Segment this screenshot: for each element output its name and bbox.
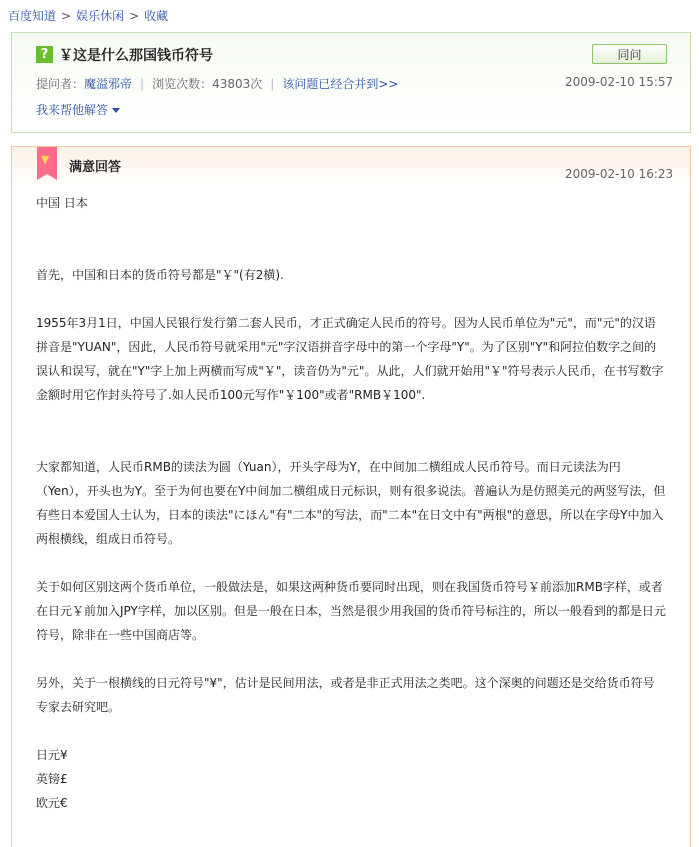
question-title: ￥这是什么那国钱币符号 xyxy=(59,48,213,64)
answer-paragraph: 1955年3月1日，中国人民银行发行第二套人民币，才正式确定人民币的符号。因为人民币单位为"元"，而"元"的汉语拼音是"YUAN"，因此，人民币符号就采用"元"字汉语拼音字母中的第一个字母"Y"。为了区别"Y"和阿拉伯数字之间的误认和误写，就在"Y"字上加上两横而写成"￥"，读音仍为"元"。从此，人们就开始用"￥"符号表示人民币，在书写数字金额时用它作封头符号了.如人民币100元写作"￥100"或者"RMB￥100". xyxy=(36,316,664,402)
breadcrumb-separator: > xyxy=(129,9,140,23)
breadcrumb-separator: > xyxy=(61,9,72,23)
answer-body xyxy=(36,191,666,815)
help-answer-link[interactable] xyxy=(36,101,120,118)
answer-date: 2009-02-10 16:23 xyxy=(565,167,674,181)
asker-link[interactable]: 魔溢邪帝 xyxy=(84,77,133,91)
answer-box xyxy=(11,146,691,847)
breadcrumb xyxy=(8,7,168,24)
chevron-down-icon xyxy=(112,108,120,113)
answer-paragraph: 关于如何区别这两个货币单位，一般做法是，如果这两种货币要同时出现，则在我国货币符号￥前添加RMB字样，或者在日元￥前加入JPY字样，加以区别。但是一般在日本，当然是很少用我国的货币符号标注的，所以一般看到的都是日元符号，除非在一些中国商店等。 xyxy=(36,580,666,642)
best-answer-flag-icon: ▼ xyxy=(37,147,57,174)
breadcrumb-home[interactable]: 百度知道 xyxy=(8,9,57,23)
breadcrumb-favorite[interactable]: 收藏 xyxy=(144,9,169,23)
merged-link[interactable]: 该问题已经合并到>> xyxy=(282,77,399,91)
meta-divider: | xyxy=(140,77,145,91)
asker-label: 提问者： xyxy=(36,77,85,91)
currency-item: 日元¥ xyxy=(36,748,68,762)
same-question-button[interactable]: 同问 xyxy=(592,44,667,64)
answer-title: 满意回答 xyxy=(69,160,122,175)
question-date: 2009-02-10 15:57 xyxy=(565,75,674,89)
question-box xyxy=(11,32,691,133)
question-meta xyxy=(36,75,398,92)
currency-item: 欧元€ xyxy=(36,796,68,810)
question-mark-icon: ? xyxy=(36,46,53,63)
answer-paragraph: 中国 日本 xyxy=(36,196,88,210)
answer-paragraph: 大家都知道，人民币RMB的读法为圆（Yuan），开头字母为Y，在中间加二横组成人民币符号。而日元读法为円（Yen），开头也为Y。至于为何也要在Y中间加二横组成日元标识，则有很多说法。普遍认为是仿照美元的两竖写法，但有些日本爱国人士认为，日本的读法"にほん"有"二本"的写法，而"二本"在日文中有"两根"的意思，所以在字母Y中加入两根横线，组成日币符号。 xyxy=(36,460,666,546)
help-answer-label: 我来帮他解答 xyxy=(36,103,109,117)
answer-paragraph: 首先，中国和日本的货币符号都是"￥"(有2横). xyxy=(36,268,284,282)
view-count: 浏览次数：43803次 xyxy=(152,77,263,91)
breadcrumb-category[interactable]: 娱乐休闲 xyxy=(76,9,125,23)
meta-divider: | xyxy=(270,77,275,91)
currency-item: 英镑£ xyxy=(36,772,68,786)
answer-paragraph: 另外，关于一根横线的日元符号"¥"，估计是民间用法，或者是非正式用法之类吧。这个深奥的问题还是交给货币符号专家去研究吧。 xyxy=(36,676,655,714)
